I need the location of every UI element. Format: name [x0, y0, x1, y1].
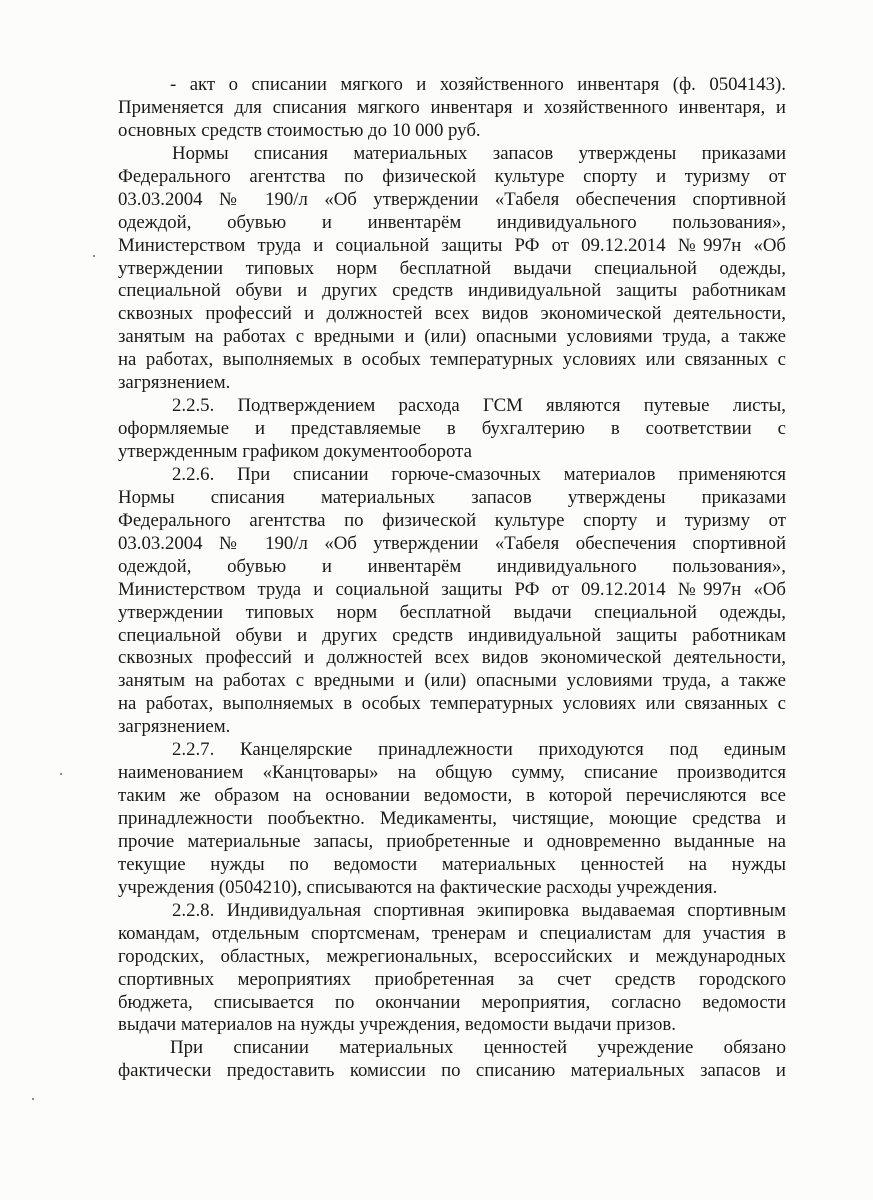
scan-speck: [32, 1098, 34, 1100]
document-body: [118, 74, 786, 1083]
paragraph-p-2-2-5: [118, 395, 786, 464]
text-line: на работах, выполняемых в особых температурных условиях или связанных с: [118, 349, 786, 371]
text-line: наименованием «Канцтовары» на общую сумму, списание производится: [118, 762, 786, 784]
text-line: Министерством труда и социальной защиты РФ от 09.12.2014 №997н «Об: [118, 234, 786, 256]
text-line: одеждой, обувью и инвентарём индивидуального пользования»,: [118, 555, 786, 577]
text-line: Федерального агентства по физической культуре спорту и туризму от: [118, 165, 786, 187]
text-line: основных средств стоимостью до 10 000 руб.: [118, 119, 481, 141]
text-line: оформляемые и представляемые в бухгалтерию в соответствии с: [118, 418, 786, 440]
text-line: бюджета, списывается по окончании мероприятия, согласно ведомости: [118, 991, 786, 1013]
text-line: 2.2.8. Индивидуальная спортивная экипировка выдаваемая спортивным: [172, 899, 786, 921]
text-line: Федерального агентства по физической культуре спорту и туризму от: [118, 509, 786, 531]
text-line: Нормы списания материальных запасов утверждены приказами: [118, 486, 786, 508]
text-line: фактически предоставить комиссии по списанию материальных запасов и: [118, 1060, 786, 1082]
text-line: сквозных профессий и должностей всех видов экономической деятельности,: [118, 303, 786, 325]
paragraph-p-final: [118, 1037, 786, 1083]
text-line: загрязнением.: [118, 716, 231, 738]
text-line: выдачи материалов на нужды учреждения, ведомости выдачи призов.: [118, 1014, 676, 1036]
text-line: прочие материальные запасы, приобретенные и одновременно выданные на: [118, 830, 786, 852]
text-line: утвержденным графиком документооборота: [118, 441, 472, 462]
text-line: специальной обуви и других средств индивидуальной защиты работникам: [118, 624, 786, 646]
text-line: принадлежности пообъектно. Медикаменты, чистящие, моющие средства и: [118, 808, 786, 829]
text-line: командам, отдельным спортсменам, тренерам и специалистам для участия в: [118, 922, 786, 944]
text-line: таким же образом на основании ведомости, в которой перечисляются все: [118, 785, 786, 807]
text-line: учреждения (0504210), списываются на фактические расходы учреждения.: [118, 876, 718, 898]
text-line: 2.2.7. Канцелярские принадлежности приходуются под единым: [172, 739, 786, 761]
text-line: городских, областных, межрегиональных, всероссийских и международных: [118, 945, 786, 967]
text-line: сквозных профессий и должностей всех видов экономической деятельности,: [118, 647, 786, 669]
paragraph-act-block: [118, 74, 786, 143]
paragraph-p-2-2-7: [118, 739, 786, 900]
text-line: занятым на работах с вредными и (или) опасными условиями труда, а также: [118, 326, 786, 348]
text-line: Министерством труда и социальной защиты РФ от 09.12.2014 №997н «Об: [118, 578, 786, 600]
text-line: Нормы списания материальных запасов утверждены приказами: [172, 142, 786, 164]
text-line: специальной обуви и других средств индивидуальной защиты работникам: [118, 280, 786, 302]
text-line: 2.2.6. При списании горюче-смазочных материалов применяются: [172, 463, 786, 485]
text-line: занятым на работах с вредными и (или) опасными условиями труда, а также: [118, 670, 786, 692]
text-line: утверждении типовых норм бесплатной выдачи специальной одежды,: [118, 257, 786, 279]
text-line: 03.03.2004 № 190/л «Об утверждении «Табеля обеспечения спортивной: [118, 532, 786, 554]
text-line: При списании материальных ценностей учреждение обязано: [170, 1037, 786, 1059]
text-line: спортивных мероприятиях приобретенная за счет средств городского: [118, 968, 786, 990]
paragraph-p-2-2-6: [118, 464, 786, 739]
text-line: текущие нужды по ведомости материальных ценностей на нужды: [118, 853, 786, 875]
text-line: 03.03.2004 № 190/л «Об утверждении «Табеля обеспечения спортивной: [118, 188, 786, 210]
scan-speck: [60, 773, 62, 775]
text-line: на работах, выполняемых в особых температурных условиях или связанных с: [118, 693, 786, 715]
text-line: утверждении типовых норм бесплатной выдачи специальной одежды,: [118, 601, 786, 623]
paragraph-norms-1: [118, 143, 786, 395]
text-line: загрязнением.: [118, 372, 231, 394]
paragraph-p-2-2-8: [118, 900, 786, 1038]
scan-speck: [93, 255, 95, 257]
text-line: Применяется для списания мягкого инвентаря и хозяйственного инвентаря, и: [118, 96, 786, 118]
text-line: одеждой, обувью и инвентарём индивидуального пользования»,: [118, 211, 786, 233]
text-line: - акт о списании мягкого и хозяйственного инвентаря (ф. 0504143).: [170, 74, 786, 95]
text-line: 2.2.5. Подтверждением расхода ГСМ являются путевые листы,: [172, 395, 786, 417]
